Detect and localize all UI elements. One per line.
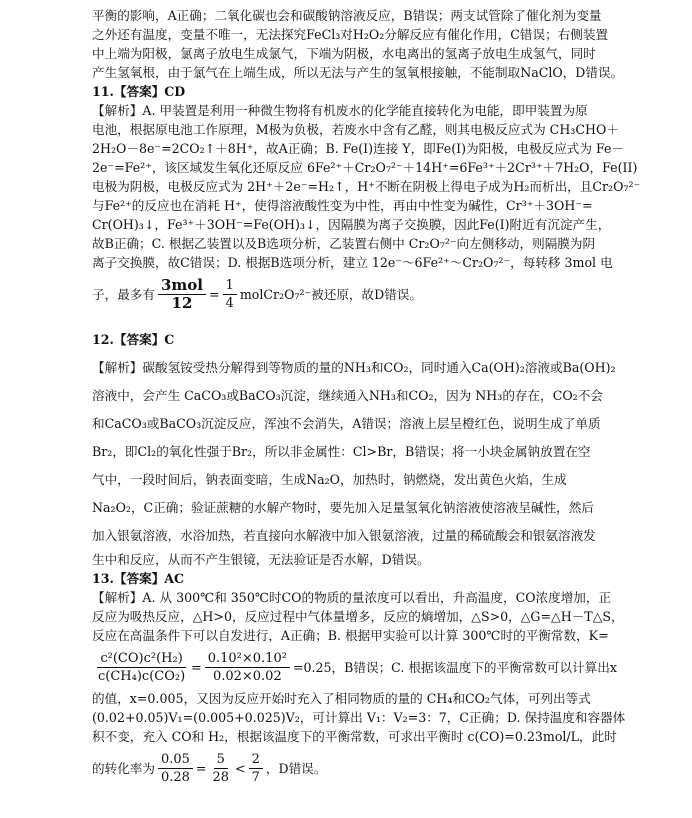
fraction-numerator: 0.10²×0.10² <box>205 650 290 668</box>
fraction-numerator: 0.05 <box>158 751 193 769</box>
text-line: 2H₂O－8e⁻=2CO₂↑＋8H⁺，故A正确；B. Fe(I)连接 Y，即Fe(I)为阳极，电极反应式为 Fe－ <box>92 141 625 156</box>
fraction-denominator: 12 <box>171 293 193 312</box>
text-line: 中上端为阳极，氯离子放电生成氯气，下端为阴极，水电离出的氢离子放电生成氢气，同时 <box>92 46 596 61</box>
q11-fraction-line <box>92 272 662 316</box>
equals-sign: = <box>208 286 220 302</box>
fraction-numerator: 3mol <box>158 277 206 295</box>
text-line: 之外还有温度，变量不唯一，无法探究FeCl₃对H₂O₂分解反应有催化作用，C错误；右侧装置 <box>92 27 609 42</box>
fraction <box>223 277 237 312</box>
text-line: 和CaCO₃或BaCO₃沉淀反应，浑浊不会消失，A错误；溶液上层呈橙红色，说明生成了单质 <box>92 416 601 431</box>
fraction <box>158 277 206 312</box>
continued-paragraph <box>92 6 662 82</box>
text-line: 【解析】A. 甲装置是利用一种微生物将有机废水的化学能直接转化为电能，即甲装置为原 <box>92 103 588 118</box>
fraction-denominator: c(CH₄)c(CO₂) <box>98 668 186 684</box>
q12-answer-heading: 12.【答案】C <box>92 332 175 347</box>
text-span: 的转化率为 <box>92 760 155 776</box>
text-line: 溶液中，会产生 CaCO₃或BaCO₃沉淀，继续通入NH₃和CO₂，因为 NH₃的存在，CO₂不会 <box>92 388 603 403</box>
text-line: 电极为阴极，电极反应式为 2H⁺＋2e⁻=H₂↑，H⁺不断在阴极上得电子成为H₂而析出，且Cr₂O₇²⁻ <box>92 179 641 194</box>
q11-answer-heading: 11.【答案】CD <box>92 84 186 99</box>
fraction <box>205 650 290 685</box>
fraction-numerator: 2 <box>249 751 263 769</box>
fraction-numerator: 1 <box>223 277 237 295</box>
text-line: 的值，x=0.005，又因为反应开始时充入了相同物质的量的 CH₄和CO₂气体，可列出等式 <box>92 691 591 706</box>
fraction-denominator: 28 <box>212 769 230 785</box>
text-line: 加入银氨溶液，水浴加热，若直接向水解液中加入银氨溶液，过量的稀硫酸会和银氨溶液发 <box>92 528 596 543</box>
text-line: 反应在高温条件下可以自发进行，A正确；B. 根据甲实验可以计算 300℃时的平衡常数，K= <box>92 628 609 643</box>
text-line: 气中，一段时间后，钠表面变暗，生成Na₂O，加热时，钠燃烧，发出黄色火焰，生成 <box>92 472 567 487</box>
q13-conversion-line <box>92 746 662 790</box>
less-than-sign: < <box>235 760 246 776</box>
question-13 <box>92 569 662 790</box>
question-12 <box>92 326 662 569</box>
equals-sign: = <box>191 659 202 675</box>
text-span: 子，最多有 <box>92 286 155 302</box>
question-11 <box>92 82 662 316</box>
q13-equilibrium-constant-line <box>92 645 662 689</box>
fraction-denominator: 7 <box>251 769 260 785</box>
text-line: Cr(OH)₃↓，Fe³⁺＋3OH⁻=Fe(OH)₃↓，因隔膜为离子交换膜，因此Fe(I)附近有沉淀产生， <box>92 217 611 232</box>
fraction-numerator: c²(CO)c²(H₂) <box>97 650 185 668</box>
fraction <box>158 751 193 786</box>
fraction-denominator: 0.02×0.02 <box>212 668 282 684</box>
text-line: 离子交换膜，故C错误；D. 根据B选项分析，建立 12e⁻～6Fe²⁺～Cr₂O₇²⁻，每转移 3mol 电 <box>92 255 613 270</box>
text-line: 平衡的影响，A正确；二氧化碳也会和碳酸钠溶液反应，B错误；两支试管除了催化剂为变量 <box>92 8 602 23</box>
fraction <box>249 751 263 786</box>
fraction <box>209 751 232 786</box>
q13-answer-heading: 13.【答案】AC <box>92 571 185 586</box>
text-line: 与Fe²⁺的反应也在消耗 H⁺，使得溶液酸性变为中性，再由中性变为碱性，Cr³⁺＋3OH⁻= <box>92 198 593 213</box>
text-line: 积不变，充入 CO和 H₂，根据该温度下的平衡常数，可求出平衡时 c(CO)=0.23mol/L，此时 <box>92 729 617 744</box>
fraction-denominator: 4 <box>225 295 234 311</box>
fraction <box>95 650 188 685</box>
text-line: 反应为吸热反应，△H>0，反应过程中气体量增多，反应的熵增加，△S>0，△G=△H－T△S， <box>92 609 624 624</box>
text-span: =0.25，B错误；C. 根据该温度下的平衡常数可以计算出x <box>292 659 617 675</box>
text-line: 产生氢氧根，由于氯气在上端生成，所以无法与产生的氢氧根接触，不能制取NaClO，D错误。 <box>92 65 624 80</box>
equals-sign: = <box>195 760 207 776</box>
text-line: 2e⁻=Fe²⁺，该区域发生氧化还原反应 6Fe²⁺＋Cr₂O₇²⁻＋14H⁺=6Fe³⁺＋2Cr³⁺＋7H₂O，Fe(II) <box>92 160 638 175</box>
text-line: 【解析】A. 从 300℃和 350℃时CO的物质的量浓度可以看出，升高温度，CO浓度增加，正 <box>92 590 612 605</box>
text-span: ，D错误。 <box>265 760 327 776</box>
text-line: (0.02+0.05)V₁=(0.005+0.025)V₂，可计算出 V₁：V₂=3：7，C正确；D. 保持温度和容器体 <box>92 710 626 725</box>
text-line: 电池，根据原电池工作原理，M极为负极，若废水中含有乙醛，则其电极反应式为 CH₃CHO＋ <box>92 122 619 137</box>
fraction-numerator: 5 <box>214 751 228 769</box>
fraction-denominator: 0.28 <box>160 769 190 785</box>
text-line: 【解析】碳酸氢铵受热分解得到等物质的量的NH₃和CO₂，同时通入Ca(OH)₂溶液或Ba(OH)₂ <box>92 360 616 375</box>
text-line: Br₂，即Cl₂的氧化性强于Br₂，所以非金属性：Cl>Br，B错误；将一小块金属钠放置在空 <box>92 444 591 459</box>
text-span: molCr₂O₇²⁻被还原，故D错误。 <box>239 286 423 302</box>
text-line: 故B正确；C. 根据乙装置以及B选项分析，乙装置右侧中 Cr₂O₇²⁻向左侧移动，则隔膜为阴 <box>92 236 596 251</box>
text-line: 生中和反应，从而不产生银镜，无法验证是否水解，D错误。 <box>92 552 430 567</box>
text-line: Na₂O₂，C正确；验证蔗糖的水解产物时，要先加入足量氢氧化钠溶液使溶液呈碱性，然后 <box>92 500 594 515</box>
